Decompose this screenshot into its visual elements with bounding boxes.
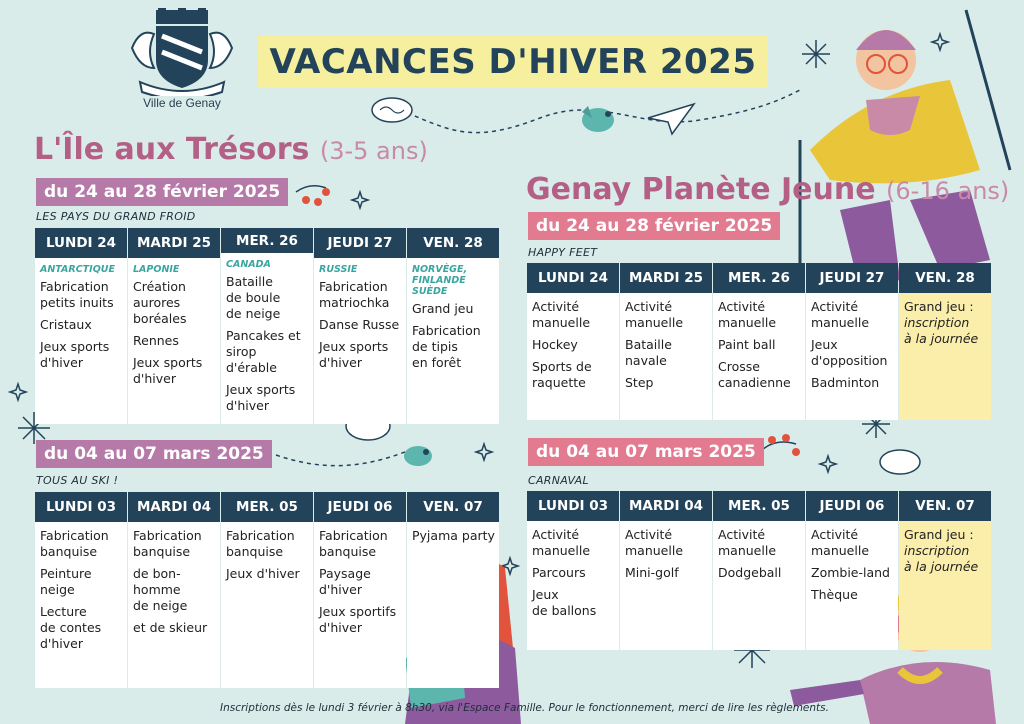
day-activities [620, 521, 712, 650]
page-title: VACANCES D'HIVER 2025 [258, 36, 768, 88]
cloud-icon [372, 98, 412, 122]
right-week1-table [527, 263, 991, 420]
activity-item: Sports de raquette [532, 359, 592, 390]
day-activities [527, 521, 619, 650]
day-header: LUNDI 03 [527, 491, 619, 521]
day-column [620, 263, 712, 420]
cloud-icon [880, 450, 920, 474]
day-header: LUNDI 24 [527, 263, 619, 293]
activity-item: Peinture neige [40, 566, 92, 597]
day-header: MARDI 04 [128, 492, 220, 522]
activity-item: Activité manuelle [718, 299, 777, 330]
activity-item: Jeux de ballons [532, 587, 597, 618]
dashed-path-decoration [276, 450, 410, 466]
day-header: JEUDI 27 [806, 263, 898, 293]
activity-item: Fabrication banquise [319, 528, 388, 559]
left-program-title [34, 132, 428, 167]
day-header: VEN. 07 [899, 491, 991, 521]
day-header: MARDI 04 [620, 491, 712, 521]
day-column [314, 492, 406, 688]
activity-item: Jeux sports d'hiver [319, 339, 389, 370]
star-icon [10, 384, 26, 400]
country-label: NORVÈGE, FINLANDE SUÈDE [412, 264, 468, 297]
country-label: ANTARCTIQUE [40, 264, 115, 275]
day-header: JEUDI 06 [314, 492, 406, 522]
right-program-title [526, 172, 1009, 207]
day-header: VEN. 07 [407, 492, 499, 522]
left-program-name: L'Île aux Trésors [34, 132, 310, 167]
day-column [314, 228, 406, 424]
day-header: VEN. 28 [899, 263, 991, 293]
country-label: RUSSIE [319, 264, 358, 275]
day-header: MER. 05 [713, 491, 805, 521]
footer-note: Inscriptions dès le lundi 3 février à 8h30, via l'Espace Famille. Pour le fonctionnement, merci de lire les règlements. [220, 702, 829, 714]
bird-icon [582, 106, 614, 132]
activity-item: Activité manuelle [718, 527, 777, 558]
left-week2-table [35, 492, 499, 688]
right-week2-theme: CARNAVAL [528, 474, 589, 487]
star-icon [476, 444, 492, 460]
activity-item: Lecture de contes d'hiver [40, 604, 102, 651]
activity-item: Grand jeu [412, 301, 474, 316]
day-column [407, 492, 499, 688]
activity-item: Fabrication banquise [133, 528, 202, 559]
right-week2-table [527, 491, 991, 650]
activity-item: Paint ball [718, 337, 776, 352]
left-program-age: (3-5 ans) [319, 137, 428, 165]
star-icon [352, 192, 368, 208]
left-week1-theme: LES PAYS DU GRAND FROID [36, 210, 196, 223]
day-column [527, 491, 619, 650]
day-header: JEUDI 27 [314, 228, 406, 258]
right-week2-dates: du 04 au 07 mars 2025 [528, 438, 764, 466]
activity-item: Badminton [811, 375, 880, 390]
activity-item: Bataille navale [625, 337, 672, 368]
activity-item: Hockey [532, 337, 578, 352]
activity-item: Activité manuelle [532, 527, 591, 558]
activity-item: Fabrication petits inuits [40, 279, 114, 310]
day-activities [527, 293, 619, 420]
activity-item: et de skieur [133, 620, 208, 635]
activity-lead: Grand jeu : [904, 299, 974, 314]
paper-plane-icon [648, 104, 694, 134]
left-week1-table [35, 228, 499, 424]
logo-caption: Ville de Genay [143, 96, 221, 110]
day-column [35, 492, 127, 688]
day-header: VEN. 28 [407, 228, 499, 258]
day-activities [713, 521, 805, 650]
activity-item: Jeux d'opposition [811, 337, 888, 368]
activity-item: Fabrication de tipis en forêt [412, 323, 481, 370]
country-label: LAPONIE [133, 264, 180, 275]
day-header: MARDI 25 [620, 263, 712, 293]
right-program-name: Genay Planète Jeune [526, 172, 876, 207]
activity-item: Jeux sports d'hiver [40, 339, 110, 370]
activity-item: Activité manuelle [811, 299, 870, 330]
activity-item: Création aurores boréales [133, 279, 187, 326]
day-activities [221, 253, 313, 424]
star-icon [820, 456, 836, 472]
day-activities [899, 293, 991, 420]
activity-item: Mini-golf [625, 565, 679, 580]
day-column [620, 491, 712, 650]
day-column [899, 491, 991, 650]
right-program-age: (6-16 ans) [886, 177, 1010, 205]
activity-item: Fabrication banquise [226, 528, 295, 559]
activity-item: Thèque [811, 587, 858, 602]
activity-item: Paysage d'hiver [319, 566, 371, 597]
activity-item: Pyjama party [412, 528, 495, 543]
day-column [221, 228, 313, 424]
day-activities [899, 521, 991, 650]
day-header: JEUDI 06 [806, 491, 898, 521]
skier-illustration [800, 10, 1010, 290]
day-activities [620, 293, 712, 420]
activity-item: Jeux d'hiver [226, 566, 300, 581]
bird-icon [404, 446, 432, 466]
activity-item: Activité manuelle [811, 527, 870, 558]
coat-of-arms-icon [126, 8, 238, 96]
activity-item: Crosse canadienne [718, 359, 791, 390]
activity-item: Step [625, 375, 654, 390]
activity-item: inscription à la journée [904, 315, 979, 346]
star-icon [932, 34, 948, 50]
day-activities [221, 522, 313, 688]
left-week2-theme: TOUS AU SKI ! [36, 474, 119, 487]
day-activities [806, 521, 898, 650]
berries-icon [762, 434, 800, 456]
day-header: MER. 05 [221, 492, 313, 522]
left-week2-dates: du 04 au 07 mars 2025 [36, 440, 272, 468]
day-activities [314, 258, 406, 424]
day-activities [128, 522, 220, 688]
day-column [806, 491, 898, 650]
country-label: CANADA [226, 259, 271, 270]
day-header: LUNDI 03 [35, 492, 127, 522]
activity-item: Zombie-land [811, 565, 890, 580]
activity-item: Parcours [532, 565, 586, 580]
activity-item: Activité manuelle [532, 299, 591, 330]
day-activities [713, 293, 805, 420]
activity-item: Fabrication matriochka [319, 279, 390, 310]
day-column [128, 492, 220, 688]
town-logo [122, 8, 242, 120]
activity-item: Rennes [133, 333, 179, 348]
day-header: LUNDI 24 [35, 228, 127, 258]
activity-item: Cristaux [40, 317, 92, 332]
activity-item: Danse Russe [319, 317, 400, 332]
day-activities [128, 258, 220, 424]
activity-item: Pancakes et sirop d'érable [226, 328, 301, 375]
activity-item: Fabrication banquise [40, 528, 109, 559]
snowflake-icon [802, 40, 830, 68]
activity-item: Bataille de boule de neige [226, 274, 281, 321]
day-activities [35, 522, 127, 688]
day-header: MER. 26 [221, 228, 313, 253]
activity-item: de bon- homme de neige [133, 566, 188, 613]
day-column [806, 263, 898, 420]
day-activities [35, 258, 127, 424]
day-column [221, 492, 313, 688]
activity-item: Jeux sports d'hiver [226, 382, 296, 413]
day-activities [407, 258, 499, 424]
day-column [713, 491, 805, 650]
day-activities [407, 522, 499, 688]
day-column [527, 263, 619, 420]
berries-icon [296, 186, 330, 206]
activity-item: Activité manuelle [625, 527, 684, 558]
activity-item: Jeux sportifs d'hiver [319, 604, 397, 635]
day-column [35, 228, 127, 424]
day-column [713, 263, 805, 420]
activity-lead: Grand jeu : [904, 527, 974, 542]
day-column [407, 228, 499, 424]
activity-item: Jeux sports d'hiver [133, 355, 203, 386]
day-header: MARDI 25 [128, 228, 220, 258]
right-week1-theme: HAPPY FEET [528, 246, 598, 259]
activity-item: inscription à la journée [904, 543, 979, 574]
activity-item: Dodgeball [718, 565, 782, 580]
right-week1-dates: du 24 au 28 février 2025 [528, 212, 780, 240]
left-week1-dates: du 24 au 28 février 2025 [36, 178, 288, 206]
day-column [899, 263, 991, 420]
day-activities [806, 293, 898, 420]
day-header: MER. 26 [713, 263, 805, 293]
activity-item: Activité manuelle [625, 299, 684, 330]
day-activities [314, 522, 406, 688]
day-column [128, 228, 220, 424]
